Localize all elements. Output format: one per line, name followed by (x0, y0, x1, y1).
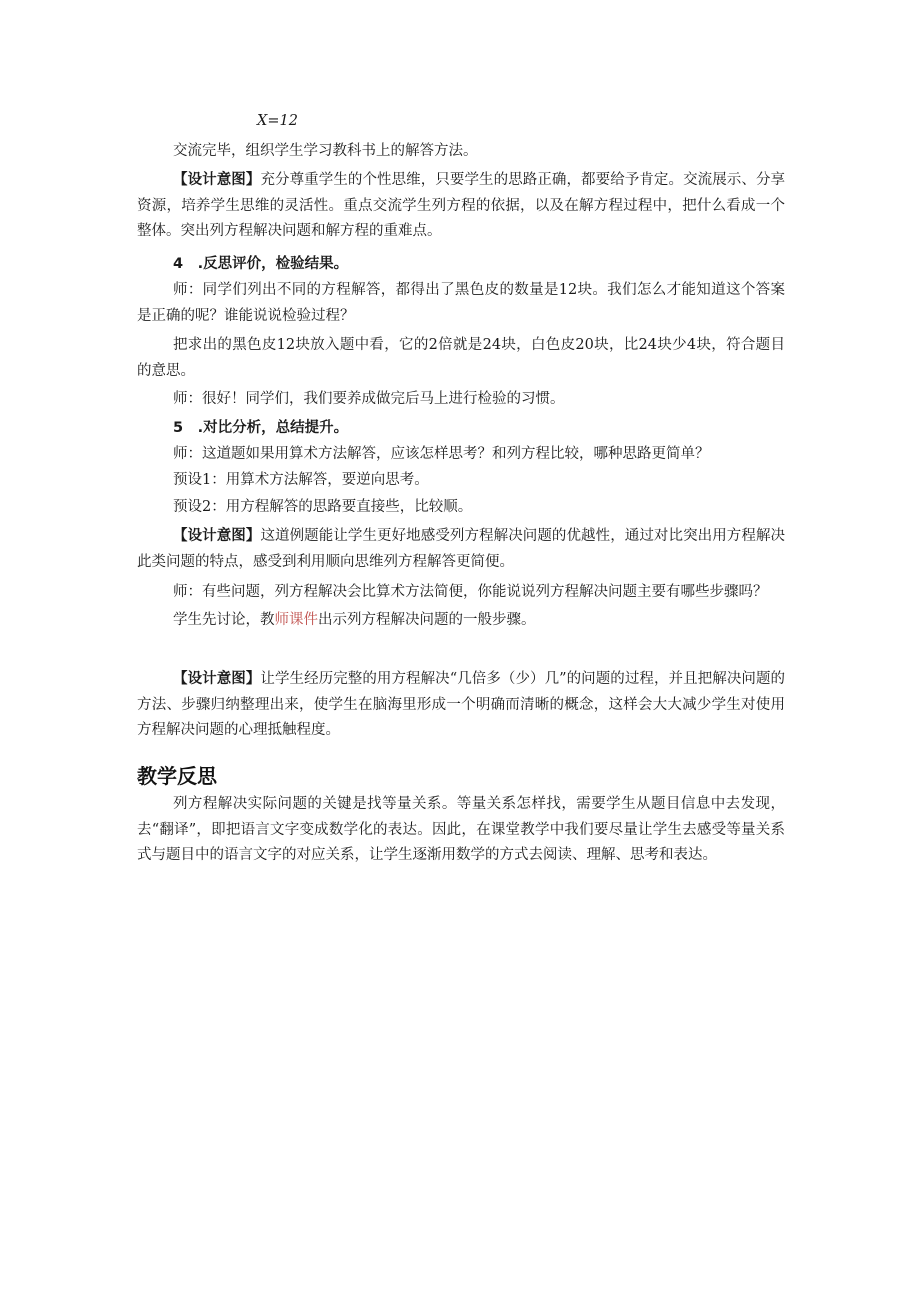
student-discuss-text: 学生先讨论，教 (173, 612, 275, 628)
paragraph-teacher-steps: 师：有些问题，列方程解决会比算术方法简便，你能说说列方程解决问题主要有哪些步骤吗？ (173, 584, 768, 600)
paragraph-teacher-question: 师：同学们列出不同的方程解答，都得出了黑色皮的数量是12块。我们怎么才能知道这个答案是正确的呢？谁能说说检验过程？ (137, 282, 785, 324)
design-intent-text: 让学生经历完整的用方程解决“几倍多（少）几”的问题的过程，并且把解决问题的方法、步骤归纳整理出来，使学生在脑海里形成一个明确而清晰的概念，这样会大大减少学生对使用方程解决问题的心理抵触程度。 (137, 671, 786, 738)
design-intent-2 (137, 524, 785, 575)
paragraph-verification: 把求出的黑色皮12块放入题中看，它的2倍就是24块，白色皮20块，比24块少4块，符合题目的意思。 (137, 337, 785, 379)
design-intent-tag: 【设计意图】 (173, 671, 261, 687)
design-intent-tag: 【设计意图】 (173, 528, 261, 544)
design-intent-3 (137, 667, 785, 744)
design-intent-text: 这道例题能让学生更好地感受列方程解决问题的优越性，通过对比突出用方程解决此类问题的特点，感受到利用顺向思维列方程解答更简便。 (137, 528, 786, 570)
design-intent-tag: 【设计意图】 (173, 172, 261, 188)
paragraph-teacher-praise: 师：很好！同学们，我们要养成做完后马上进行检验的习惯。 (173, 391, 565, 407)
heading-compare-summarize: 5 .对比分析，总结提升。 (173, 420, 349, 436)
paragraph-student-discuss (173, 610, 823, 630)
student-discuss-text-end: 出示列方程解决问题的一般步骤。 (318, 612, 536, 628)
equation-result: X=12 (257, 113, 298, 129)
design-intent-1 (137, 168, 785, 245)
paragraph-preset-2: 预设2：用方程解答的思路要直接些，比较顺。 (173, 499, 473, 515)
paragraph-preset-1: 预设1：用算术方法解答，要逆向思考。 (173, 472, 429, 488)
paragraph-reflection: 列方程解决实际问题的关键是找等量关系。等量关系怎样找，需要学生从题目信息中去发现，去“翻译”，即把语言文字变成数学化的表达。因此，在课堂教学中我们要尽量让学生去感受等量关系式与题目中的语言文字的对应关系，让学生逐渐用数学的方式去阅读、理解、思考和表达。 (137, 796, 785, 863)
section-title-teaching-reflection: 教学反思 (137, 764, 217, 788)
courseware-link[interactable]: 师课件 (274, 612, 318, 628)
design-intent-text: 充分尊重学生的个性思维，只要学生的思路正确，都要给予肯定。交流展示、分享资源，培养学生思维的灵活性。重点交流学生列方程的依据，以及在解方程过程中，把什么看成一个整体。突出列方程解决问题和解方程的重难点。 (137, 172, 786, 239)
heading-reflect-evaluate: 4 .反思评价，检验结果。 (173, 256, 349, 272)
paragraph-exchange-done: 交流完毕，组织学生学习教科书上的解答方法。 (173, 143, 478, 159)
paragraph-teacher-compare: 师：这道题如果用算术方法解答，应该怎样思考？和列方程比较，哪种思路更简单？ (173, 446, 710, 462)
